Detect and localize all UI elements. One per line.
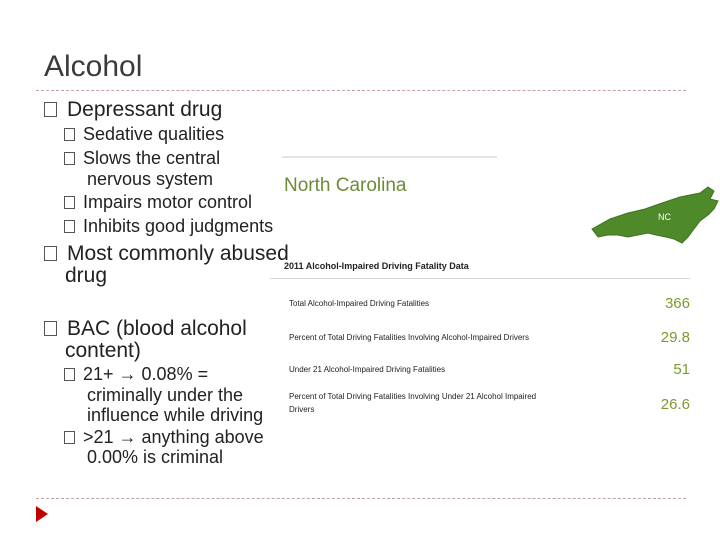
bullet-bac <box>44 317 247 341</box>
bullet-box-icon <box>64 368 75 381</box>
faded-header-text <box>282 152 497 162</box>
bullet-most-abused <box>44 242 289 266</box>
bullet-box-icon <box>64 431 75 444</box>
table-title: 2011 Alcohol-Impaired Driving Fatality Data <box>284 261 469 271</box>
bullet-box-icon <box>44 321 57 336</box>
table-row-label: Total Alcohol-Impaired Driving Fatalities <box>289 299 430 308</box>
bullet-box-icon <box>44 102 57 117</box>
sub-bullet-motor <box>64 192 252 213</box>
bullet-text: BAC (blood alcohol <box>67 317 247 340</box>
table-row-value: 29.8 <box>660 329 690 346</box>
sub-bullet-sedative <box>64 124 224 145</box>
sub-bullet-judgments <box>64 216 273 237</box>
table-row-label-continued: Drivers <box>289 405 315 414</box>
bullet-text: Impairs motor control <box>83 192 253 212</box>
sub-bullet-slows <box>64 148 220 169</box>
bullet-text: Inhibits good judgments <box>83 216 274 236</box>
table-divider <box>270 278 690 279</box>
nc-map-image <box>590 185 720 245</box>
title-divider <box>36 90 686 91</box>
bullet-text: Slows the central <box>83 148 221 168</box>
sub-bullet-under21 <box>64 427 264 448</box>
bullet-text: >21 → anything above <box>83 427 264 447</box>
bullet-text: Sedative qualities <box>83 124 225 144</box>
bullet-text-continued: 0.00% is criminal <box>87 447 224 467</box>
table-row-value: 51 <box>673 361 690 378</box>
bullet-box-icon <box>44 246 57 261</box>
state-name: North Carolina <box>284 175 407 196</box>
bullet-depressant <box>44 98 222 122</box>
bullet-box-icon <box>64 220 75 233</box>
table-row-label: Percent of Total Driving Fatalities Involving Under 21 Alcohol Impaired <box>289 392 537 401</box>
table-row-value: 26.6 <box>660 396 690 413</box>
bullet-text: Depressant drug <box>67 98 223 121</box>
next-slide-arrow-icon[interactable] <box>36 506 48 522</box>
table-row-label: Under 21 Alcohol-Impaired Driving Fatalities <box>289 365 446 374</box>
bullet-text: 21+ → 0.08% = <box>83 364 209 384</box>
bullet-text-continued: influence while driving <box>87 405 264 425</box>
bullet-box-icon <box>64 128 75 141</box>
table-row-label: Percent of Total Driving Fatalities Involving Alcohol-Impaired Drivers <box>289 333 529 342</box>
map-label: NC <box>658 212 671 222</box>
bullet-box-icon <box>64 152 75 165</box>
sub-bullet-21plus <box>64 364 208 385</box>
footer-divider <box>36 498 686 499</box>
slide-title: Alcohol <box>44 50 143 83</box>
bullet-text-continued: drug <box>65 264 108 287</box>
bullet-text-continued: criminally under the <box>87 385 244 405</box>
bullet-box-icon <box>64 196 75 209</box>
bullet-text: Most commonly abused <box>67 242 289 265</box>
table-row-value: 366 <box>664 295 690 312</box>
bullet-text-continued: content) <box>65 339 141 362</box>
bullet-text-continued: nervous system <box>87 169 214 189</box>
